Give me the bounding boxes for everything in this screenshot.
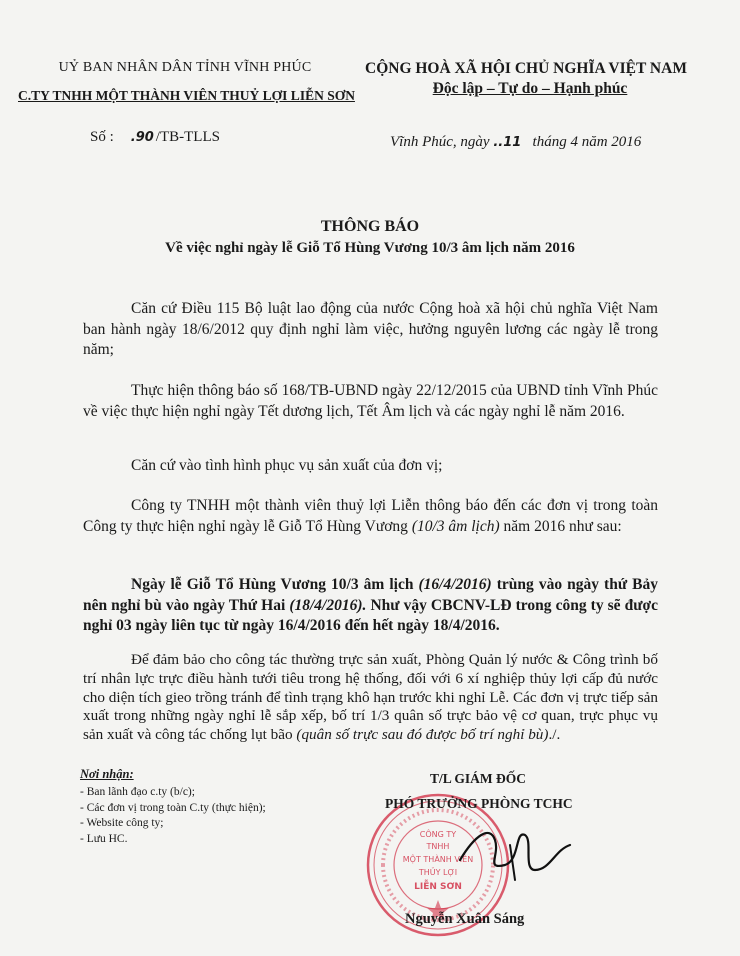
paragraph-situation: Căn cứ vào tình hình phục vụ sản xuất của đơn vị; [131,457,443,474]
duty-main: Để đảm bảo cho công tác thường trực sản xuất, Phòng Quản lý nước & Công trình bố trí nhân lực trực điều hành tưới tiêu trong hệ thống, đối với 6 xí nghiệp thủy lợi cấp đủ nước cho diện tích gieo trồng tránh để tình trạng khô hạn trước khi nghỉ Lễ. Các đơn vị trực tiếp sản xuất trong những ngày nghỉ lễ sắp xếp, bố trí 1/3 quân số trực bảo vệ cơ quan, trực phục vụ sản xuất và công tác chống lụt bão [83,651,658,744]
date-line [390,134,641,151]
company-name [18,88,355,104]
recipient-item: - Các đơn vị trong toàn C.ty (thực hiện); [80,801,266,814]
company-name-text: C.TY TNHH MỘT THÀNH VIÊN THUỶ LỢI LIỄN SƠN [18,88,355,103]
doc-number-suffix: /TB-TLLS [155,129,220,145]
paragraph-holiday-schedule [83,575,658,637]
document-subtitle: Về việc nghỉ ngày lễ Giỗ Tổ Hùng Vương 10/3 âm lịch năm 2016 [165,240,575,256]
paragraph-announcement [83,496,658,537]
handwritten-signature [455,815,575,885]
issuing-authority: UỶ BAN NHÂN DÂN TỈNH VĨNH PHÚC [58,60,312,75]
recipients-list [80,785,266,847]
holiday-part-c: trùng vào ngày thứ Bảy nên nghỉ bù vào ngày Thứ Hai [83,576,659,614]
date-rest: tháng 4 năm 2016 [532,134,642,150]
recipient-item: - Website công ty; [80,817,164,829]
date-prefix: Vĩnh Phúc, ngày [390,134,490,150]
announcement-main: Công ty TNHH một thành viên thuỷ lợi Liễn thông báo đến các đơn vị trong toàn Công ty thực hiện nghỉ ngày lễ Giỗ Tổ Hùng Vương [83,497,658,535]
recipient-item: - Lưu HC. [80,832,128,845]
signature-title-1: T/L GIÁM ĐỐC [430,771,527,786]
recipients-title: Nơi nhận: [80,767,134,781]
seal-line-1: CÔNG TY [419,830,457,839]
holiday-part-e: Như vậy CBCNV-LĐ trong công ty sẽ được nghỉ 03 ngày liên tục từ ngày 16/4/2016 đến hết ngày 18/4/2016. [83,596,658,634]
seal-line-4: THỦY LỢI [418,868,458,877]
paragraph-duty-arrangement [83,651,658,745]
national-motto [365,80,695,98]
duty-end: ./. [548,726,561,744]
national-title: CỘNG HOÀ XÃ HỘI CHỦ NGHĨA VIỆT NAM [365,60,687,77]
seal-line-3: MỘT THÀNH VIÊN [402,855,474,864]
holiday-part-a: Ngày lễ Giỗ Tổ Hùng Vương 10/3 âm lịch [131,576,414,593]
national-motto-text: Độc lập – Tự do – Hạnh phúc [432,80,628,97]
date-day: ..11 [493,135,522,150]
doc-number-label: Số : [90,129,114,145]
announcement-lunar-date: (10/3 âm lịch) [411,517,500,535]
seal-line-5: LIỄN SƠN [414,882,462,892]
holiday-date-1: (16/4/2016) [418,576,492,593]
paragraph-legal-basis: Căn cứ Điều 115 Bộ luật lao động của nước Cộng hoà xã hội chủ nghĩa Việt Nam ban hành ngày 18/6/2012 quy định nghỉ làm việc, hưởng nguyên lương các ngày lễ trong năm; [83,300,658,358]
signer-name: Nguyễn Xuân Sáng [405,911,525,927]
holiday-date-2: (18/4/2016). [289,596,367,614]
seal-line-2: TNHH [426,842,450,851]
document-title: THÔNG BÁO [320,218,420,235]
document-number [90,129,220,146]
signature-title-2: PHÓ TRƯỞNG PHÒNG TCHC [385,796,573,811]
duty-note: (quân số trực sau đó được bố trí nghỉ bù) [296,726,549,744]
announcement-end: năm 2016 như sau: [503,517,622,535]
recipient-item: - Ban lãnh đạo c.ty (b/c); [80,786,195,798]
doc-number-value: .90 [130,130,154,145]
paragraph-implementation: Thực hiện thông báo số 168/TB-UBND ngày 22/12/2015 của UBND tỉnh Vĩnh Phúc về việc thực hiện nghỉ ngày Tết dương lịch, Tết Âm lịch và các ngày nghỉ lễ năm 2016. [83,382,658,420]
